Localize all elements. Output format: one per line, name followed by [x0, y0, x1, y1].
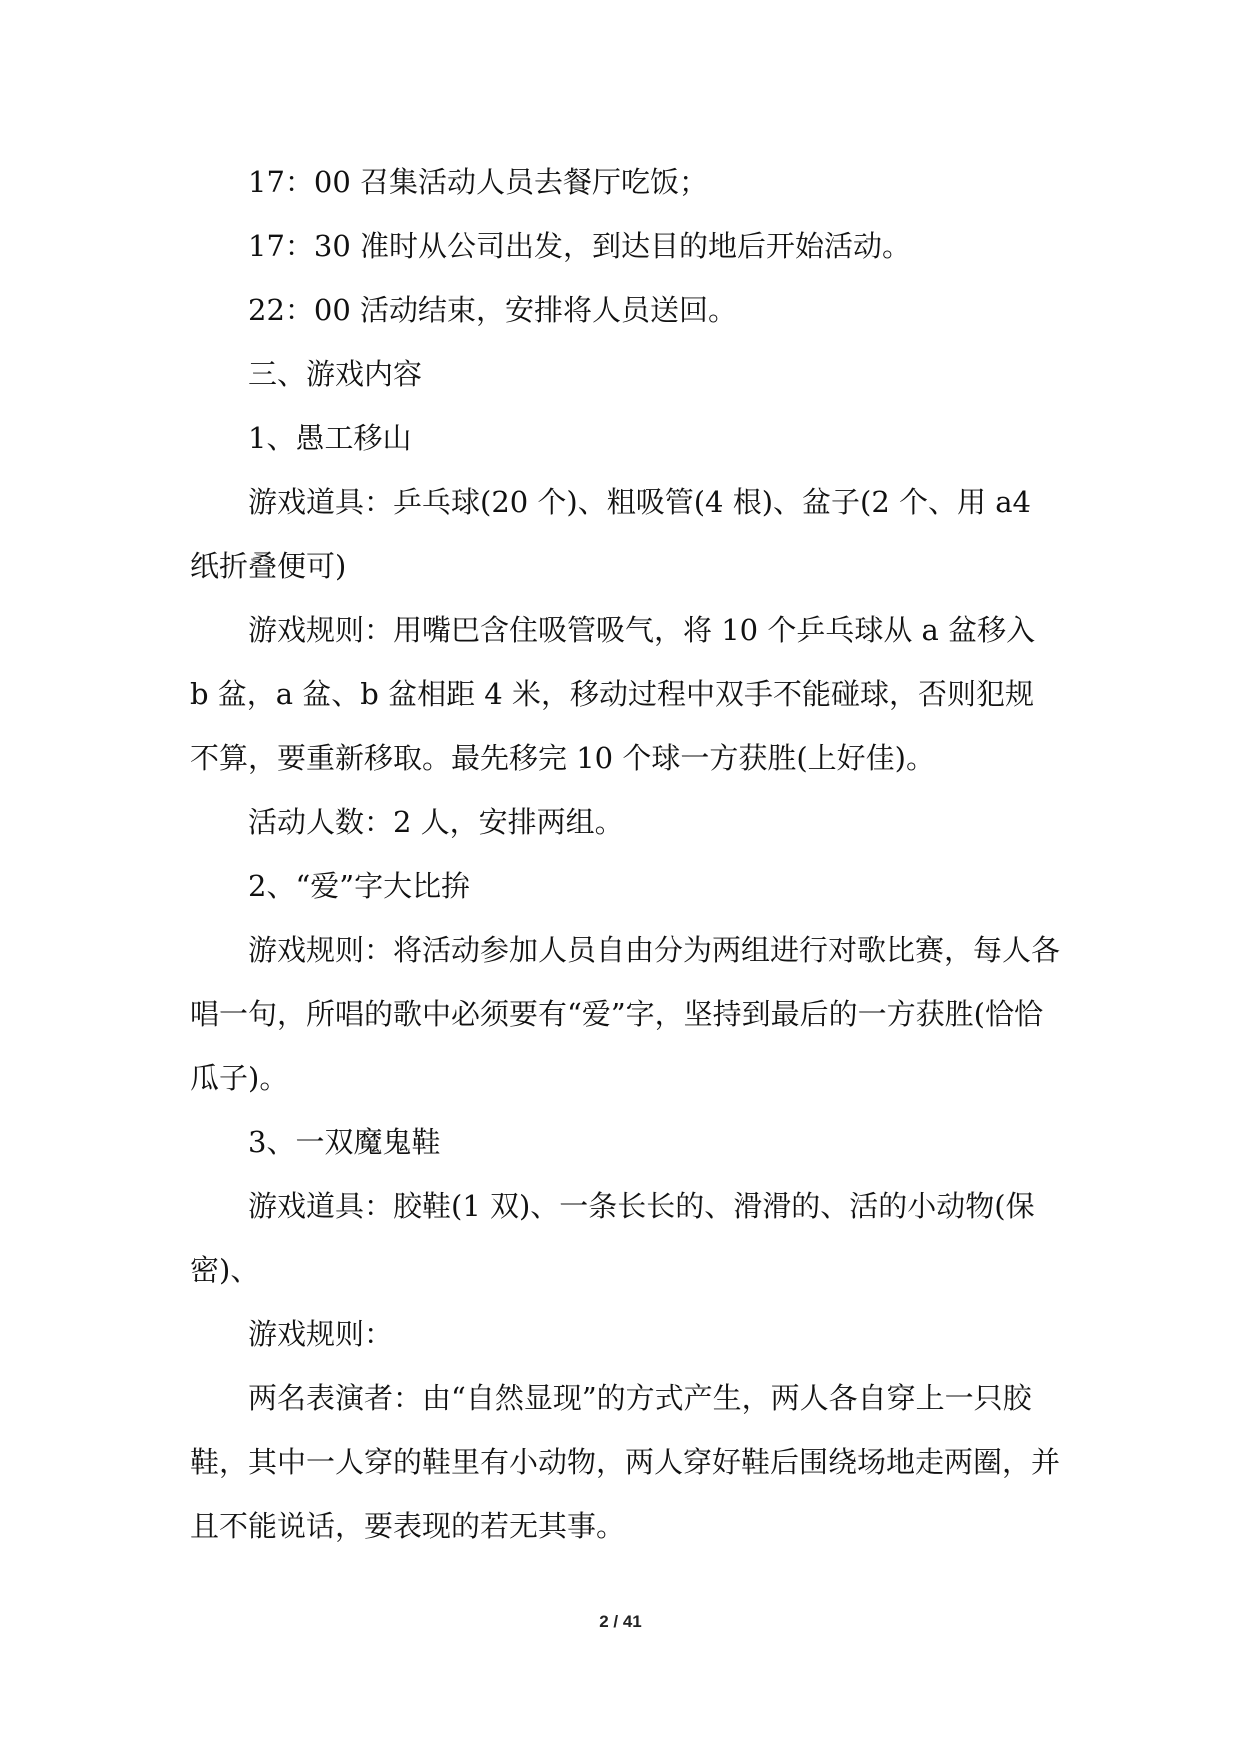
game-3-performers: 两名表演者：由“自然显现”的方式产生，两人各自穿上一只胶鞋，其中一人穿的鞋里有小动物，两人穿好鞋后围绕场地走两圈，并且不能说话，要表现的若无其事。: [190, 1381, 1061, 1543]
game-title-2: 2、“爱”字大比拚: [248, 869, 471, 903]
page-number: 2 / 41: [599, 1612, 642, 1631]
game-title-3: 3、一双魔鬼鞋: [248, 1125, 441, 1159]
game-3-props: 游戏道具：胶鞋(1 双)、一条长长的、滑滑的、活的小动物(保密)、: [190, 1189, 1035, 1287]
game-title-1: 1、愚工移山: [248, 421, 412, 455]
game-1-rules: 游戏规则：用嘴巴含住吸管吸气，将 10 个乒乓球从 a 盆移入 b 盆，a 盆、b 盆相距 4 米，移动过程中双手不能碰球，否则犯规不算，要重新移取。最先移完 10 个球一方获胜(上好佳)。: [190, 613, 1036, 775]
schedule-line-departure: 17：30 准时从公司出发，到达目的地后开始活动。: [248, 229, 912, 263]
game-2-rules: 游戏规则：将活动参加人员自由分为两组进行对歌比赛，每人各唱一句，所唱的歌中必须要有“爱”字，坚持到最后的一方获胜(恰恰瓜子)。: [190, 933, 1061, 1095]
section-heading-games: 三、游戏内容: [248, 357, 423, 391]
game-1-props: 游戏道具：乒乓球(20 个)、粗吸管(4 根)、盆子(2 个、用 a4 纸折叠便可): [190, 485, 1031, 583]
game-3-rules-label: 游戏规则：: [248, 1317, 394, 1351]
schedule-line-end: 22：00 活动结束，安排将人员送回。: [248, 293, 738, 327]
schedule-line-dinner: 17：00 召集活动人员去餐厅吃饭；: [248, 165, 709, 199]
document-body: [190, 150, 1060, 1558]
game-1-participants: 活动人数：2 人，安排两组。: [248, 805, 624, 839]
